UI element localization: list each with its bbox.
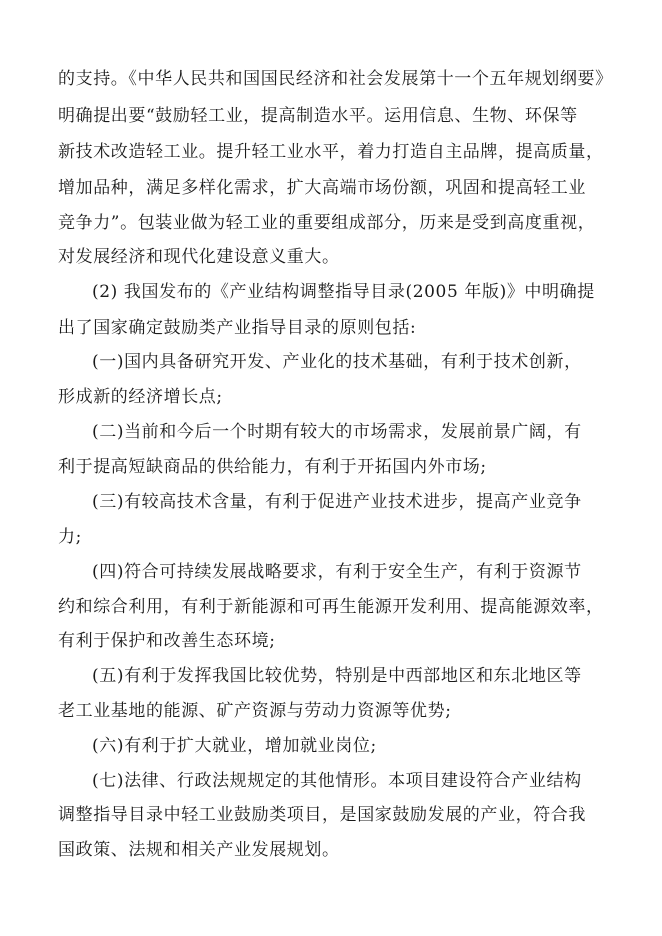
paragraph1-line-5: 竞争力”。包装业做为轻工业的重要组成部分，历来是受到高度重视， [58,213,596,233]
list-item-7-line-1: (七)法律、行政法规规定的其他情形。本项目建设符合产业结构 [92,771,582,791]
list-item-2-line-1: (二)当前和今后一个时期有较大的市场需求，发展前景广阔，有 [92,422,582,442]
list-item-7-line-2: 调整指导目录中轻工业鼓励类项目，是国家鼓励发展的产业，符合我 [58,805,586,825]
list-item-4-line-3: 有利于保护和改善生态环境; [58,631,276,651]
list-item-2-line-2: 利于提高短缺商品的供给能力，有利于开拓国内外市场; [58,457,487,477]
paragraph1-line-3: 新技术改造轻工业。提升轻工业水平，着力打造自主品牌，提高质量， [58,142,604,162]
paragraph1-line-4: 增加品种，满足多样化需求，扩大高端市场份额，巩固和提高轻工业 [58,178,586,198]
list-item-6-line-1: (六)有利于扩大就业，增加就业岗位; [92,736,377,756]
list-item-3-line-2: 力; [58,527,82,547]
paragraph1-line-2: 明确提出要“鼓励轻工业，提高制造水平。运用信息、生物、环保等 [58,106,578,126]
paragraph2-line-1: (2) 我国发布的《产业结构调整指导目录(2005 年版)》中明确提 [92,282,595,302]
list-item-1-line-2: 形成新的经济增长点; [58,387,223,407]
list-item-7-line-3: 国政策、法规和相关产业发展规划。 [58,840,340,860]
list-item-5-line-2: 老工业基地的能源、矿产资源与劳动力资源等优势; [58,701,452,721]
list-item-1-line-1: (一)国内具备研究开发、产业化的技术基础，有利于技术创新， [92,352,582,372]
paragraph1-line-6: 对发展经济和现代化建设意义重大。 [58,247,340,267]
list-item-4-line-2: 约和综合利用，有利于新能源和可再生能源开发利用、提高能源效率， [58,597,604,617]
paragraph1-line-1: 的支持。《中华人民共和国国民经济和社会发展第十一个五年规划纲要》 [58,69,613,89]
paragraph2-line-2: 出了国家确定鼓励类产业指导目录的原则包括: [58,318,417,338]
list-item-5-line-1: (五)有利于发挥我国比较优势，特别是中西部地区和东北地区等 [92,666,582,686]
list-item-4-line-1: (四)符合可持续发展战略要求，有利于安全生产，有利于资源节 [92,562,582,582]
list-item-3-line-1: (三)有较高技术含量，有利于促进产业技术进步，提高产业竞争 [92,492,582,512]
